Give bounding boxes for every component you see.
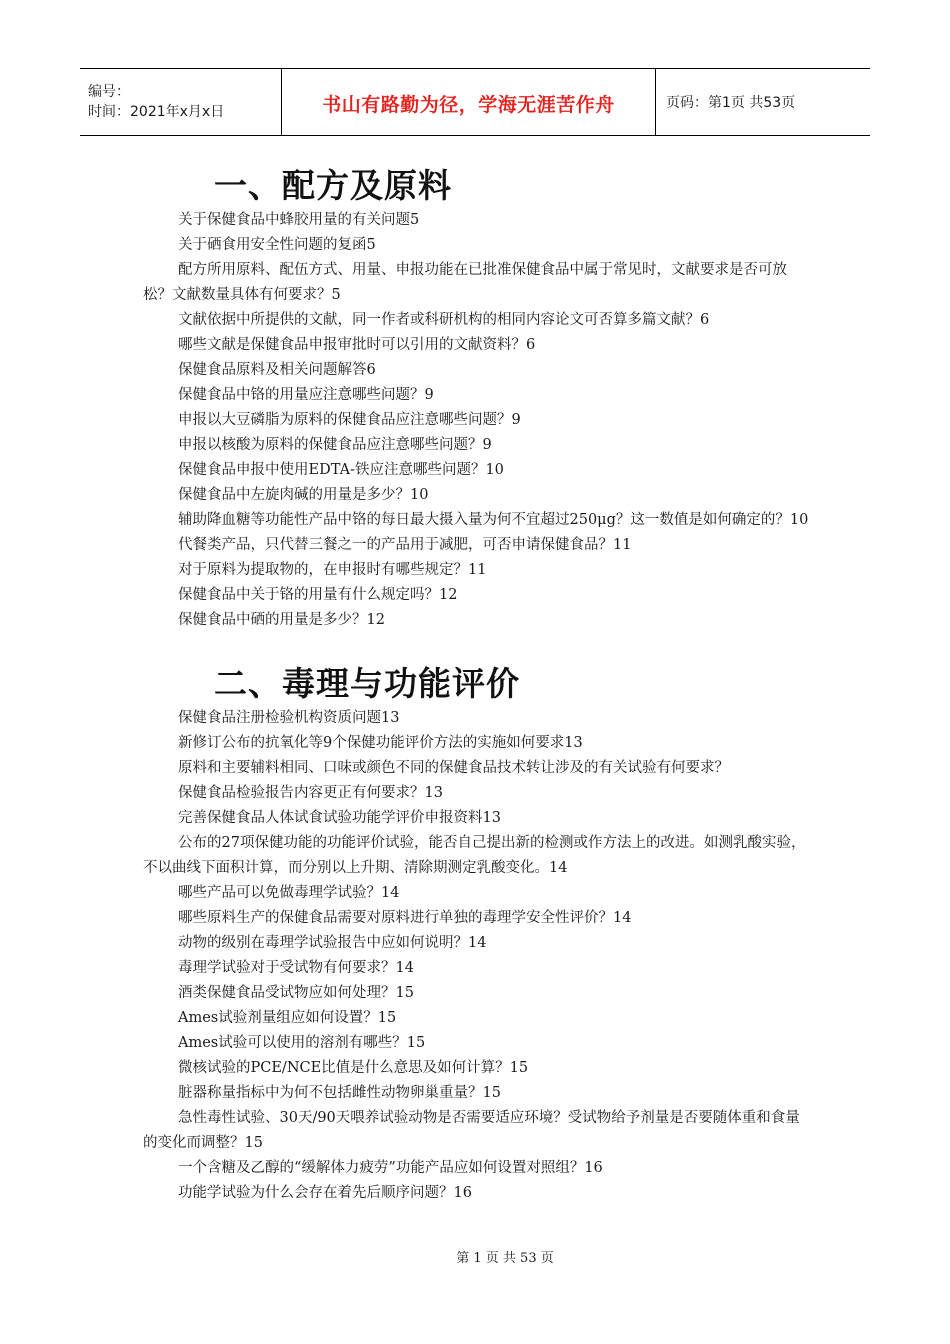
toc-item[interactable]: 文献依据中所提供的文献，同一作者或科研机构的相同内容论文可否算多篇文献？6 — [178, 312, 710, 328]
toc-item[interactable]: 脏器称量指标中为何不包括雌性动物卵巢重量？15 — [178, 1085, 501, 1101]
toc-item[interactable]: Ames试验可以使用的溶剂有哪些？15 — [178, 1035, 426, 1051]
toc-item[interactable]: 哪些产品可以免做毒理学试验？14 — [178, 885, 400, 901]
toc-item[interactable]: 保健食品中关于铬的用量有什么规定吗？12 — [178, 587, 458, 603]
toc-item[interactable]: 哪些文献是保健食品申报审批时可以引用的文献资料？6 — [178, 337, 536, 353]
toc-item[interactable]: 微核试验的PCE/NCE比值是什么意思及如何计算？15 — [178, 1060, 529, 1076]
section-title-formula: 一、配方及原料 — [214, 166, 452, 205]
toc-item[interactable]: 关于保健食品中蜂胶用量的有关问题5 — [178, 212, 420, 228]
document-time-label: 时间：2021年x月x日 — [88, 104, 225, 120]
page-footer: 第 1 页 共 53 页 — [456, 1251, 554, 1266]
toc-item[interactable]: 保健食品申报中使用EDTA-铁应注意哪些问题？10 — [178, 462, 504, 478]
toc-item[interactable]: 保健食品中铬的用量应注意哪些问题？9 — [178, 387, 434, 403]
toc-item[interactable]: 酒类保健食品受试物应如何处理？15 — [178, 985, 414, 1001]
toc-list-formula — [0, 208, 950, 633]
toc-item[interactable]: 公布的27项保健功能的功能评价试验，能否自己提出新的检测或作方法上的改进。如测乳酸实验，不以曲线下面积计算，而分别以上升期、清除期测定乳酸变化。14 — [143, 835, 806, 876]
toc-item[interactable]: 申报以大豆磷脂为原料的保健食品应注意哪些问题？9 — [178, 412, 521, 428]
toc-list-toxicology — [0, 706, 950, 1206]
toc-item[interactable]: 原料和主要辅料相同、口味或颜色不同的保健食品技术转让涉及的有关试验有何要求？ — [178, 760, 729, 776]
header-page-label: 页码：第1页 共53页 — [666, 95, 796, 111]
toc-item[interactable]: 功能学试验为什么会存在着先后顺序问题？16 — [178, 1185, 472, 1201]
header-page-cell — [656, 69, 870, 135]
toc-item[interactable]: 毒理学试验对于受试物有何要求？14 — [178, 960, 414, 976]
header-motto: 书山有路勤为径，学海无涯苦作舟 — [322, 93, 615, 116]
toc-item[interactable]: 对于原料为提取物的，在申报时有哪些规定？11 — [178, 562, 487, 578]
toc-item[interactable]: 动物的级别在毒理学试验报告中应如何说明？14 — [178, 935, 487, 951]
toc-item[interactable]: 配方所用原料、配伍方式、用量、申报功能在已批准保健食品中属于常见时，文献要求是否可放松？文献数量具体有何要求？5 — [143, 262, 787, 303]
toc-item[interactable]: 保健食品检验报告内容更正有何要求？13 — [178, 785, 443, 801]
toc-item[interactable]: 关于硒食用安全性问题的复函5 — [178, 237, 376, 253]
header-motto-cell — [282, 69, 656, 135]
toc-item[interactable]: 保健食品原料及相关问题解答6 — [178, 362, 376, 378]
toc-item[interactable]: 辅助降血糖等功能性产品中铬的每日最大摄入量为何不宜超过250μg？这一数值是如何确定的？10 — [178, 512, 809, 528]
toc-item[interactable]: Ames试验剂量组应如何设置？15 — [178, 1010, 397, 1026]
toc-item[interactable]: 急性毒性试验、30天/90天喂养试验动物是否需要适应环境？受试物给予剂量是否要随体重和食量的变化而调整？15 — [143, 1110, 800, 1151]
toc-item[interactable]: 哪些原料生产的保健食品需要对原料进行单独的毒理学安全性评价？14 — [178, 910, 632, 926]
header-meta — [80, 69, 282, 135]
toc-item[interactable]: 新修订公布的抗氧化等9个保健功能评价方法的实施如何要求13 — [178, 735, 583, 751]
toc-item[interactable]: 代餐类产品，只代替三餐之一的产品用于减肥，可否申请保健食品？11 — [178, 537, 632, 553]
toc-item[interactable]: 保健食品注册检验机构资质问题13 — [178, 710, 400, 726]
toc-item[interactable]: 申报以核酸为原料的保健食品应注意哪些问题？9 — [178, 437, 492, 453]
toc-item[interactable]: 一个含糖及乙醇的“缓解体力疲劳”功能产品应如何设置对照组？16 — [178, 1160, 603, 1176]
toc-item[interactable]: 完善保健食品人体试食试验功能学评价申报资料13 — [178, 810, 501, 826]
page-header — [80, 68, 870, 136]
document-number-label: 编号： — [88, 84, 130, 100]
section-title-toxicology: 二、毒理与功能评价 — [214, 664, 520, 703]
toc-item[interactable]: 保健食品中左旋肉碱的用量是多少？10 — [178, 487, 429, 503]
toc-item[interactable]: 保健食品中硒的用量是多少？12 — [178, 612, 385, 628]
